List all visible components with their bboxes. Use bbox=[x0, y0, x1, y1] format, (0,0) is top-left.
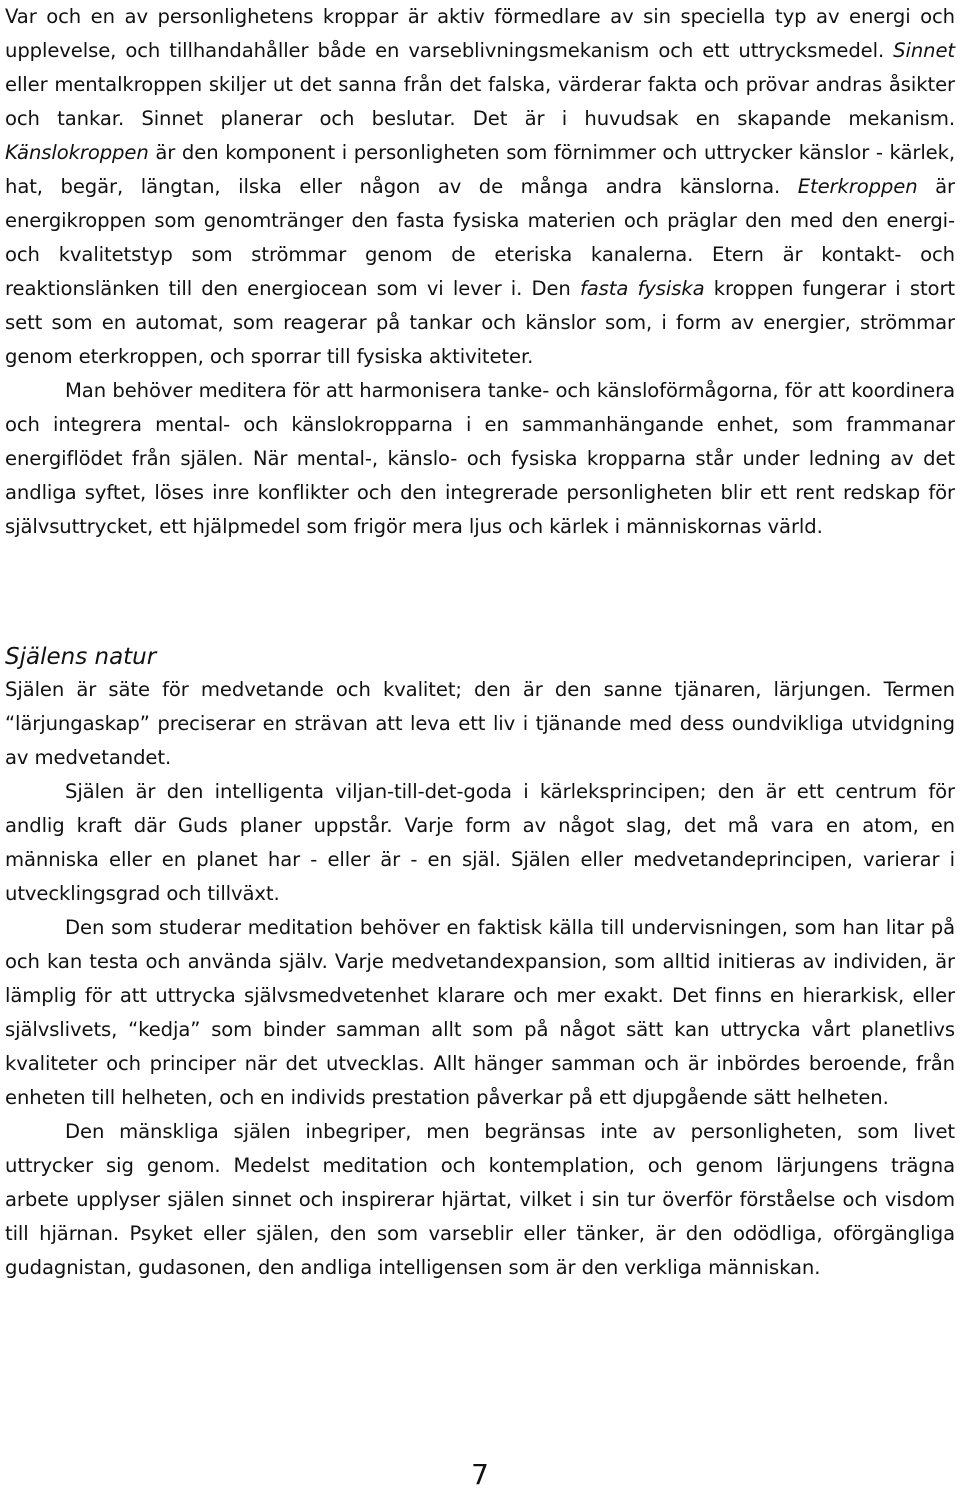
paragraph-meditation-harmony: Man behöver meditera för att harmonisera tanke- och känsloförmågorna, för att koordinera och integrera mental- och känslokropparna i en sammanhängande enhet, som frammanar energiflödet från själen. När mental-, känslo- och fysiska kropparna står under ledning av det andliga syftet, löses inre konflikter och den integrerade personligheten blir ett rent redskap för självsuttrycket, ett hjälpmedel som frigör mera ljus och kärlek i människornas värld. bbox=[5, 379, 955, 538]
emphasis-sinnet: Sinnet bbox=[893, 39, 955, 62]
text-run: kroppen fungerar i stort sett som en automat, som reagerar på tankar och känslor som, i form av energier, strömmar genom eterkroppen, och sporrar till fysiska aktiviteter. bbox=[5, 277, 955, 368]
page-number: 7 bbox=[471, 1458, 489, 1491]
paragraph-human-soul: Den mänskliga själen inbegriper, men begränsas inte av personligheten, som livet uttrycker sig genom. Medelst meditation och kontemplation, och genom lärjungens trägna arbete upplyser själen sinnet och inspirerar hjärtat, vilket i sin tur överför förståelse och visdom till hjärnan. Psyket eller själen, den som varseblir eller tänker, är den odödliga, oförgängliga gudagnistan, gudasonen, den andliga intelligensen som är den verkliga människan. bbox=[5, 1120, 955, 1279]
body-text-section-1 bbox=[5, 0, 955, 544]
emphasis-eterkroppen: Eterkroppen bbox=[797, 175, 918, 198]
emphasis-fasta-fysiska: fasta fysiska bbox=[579, 277, 705, 300]
text-run: Var och en av personlighetens kroppar är aktiv förmedlare av sin speciella typ av energi och upplevelse, och tillhandahåller både en varseblivningsmekanism och ett uttrycksmedel. bbox=[5, 5, 955, 62]
emphasis-kanslokroppen: Känslokroppen bbox=[5, 141, 149, 164]
paragraph-soul-will: Själen är den intelligenta viljan-till-det-goda i kärleksprincipen; den är ett centrum för andlig kraft där Guds planer uppstår. Varje form av något slag, det må vara en atom, en människa eller en planet har - eller är - en själ. Själen eller medvetandeprincipen, varierar i utvecklingsgrad och tillväxt. bbox=[5, 780, 955, 905]
text-run: är energikroppen som genomtränger den fasta fysiska materien och präglar den med den energi- och kvalitetstyp som strömmar genom de eteriska kanalerna. Etern är kontakt- och reaktionslänken till den energiocean som vi lever i. Den bbox=[5, 175, 955, 300]
section-heading: Själens natur bbox=[5, 644, 157, 670]
paragraph-personality-bodies bbox=[5, 0, 955, 374]
text-run: eller mentalkroppen skiljer ut det sanna från det falska, värderar fakta och prövar andras åsikter och tankar. Sinnet planerar och beslutar. Det är i huvudsak en skapande mekanism. bbox=[5, 73, 955, 130]
paragraph-meditation-student: Den som studerar meditation behöver en faktisk källa till undervisningen, som han litar på och kan testa och använda själv. Varje medvetandexpansion, som alltid initieras av individen, är lämplig för att uttrycka självsmedvetenhet klarare och mer exakt. Det finns en hierarkisk, eller självslivets, “kedja” som binder samman allt som på något sätt kan uttrycka vårt planetlivs kvaliteter och principer när det utvecklas. Allt hänger samman och är inbördes beroende, från enheten till helheten, och en individs prestation påverkar på ett djupgående sätt helheten. bbox=[5, 916, 955, 1109]
body-text-section-2 bbox=[5, 673, 955, 1285]
paragraph-soul-seat: Själen är säte för medvetande och kvalitet; den är den sanne tjänaren, lärjungen. Termen “lärjungaskap” preciserar en strävan att leva ett liv i tjänande med dess oundvikliga utvidgning av medvetandet. bbox=[5, 678, 955, 769]
text-run: är den komponent i personligheten som förnimmer och uttrycker känslor - kärlek, hat, begär, längtan, ilska eller någon av de många andra känslorna. bbox=[5, 141, 955, 198]
